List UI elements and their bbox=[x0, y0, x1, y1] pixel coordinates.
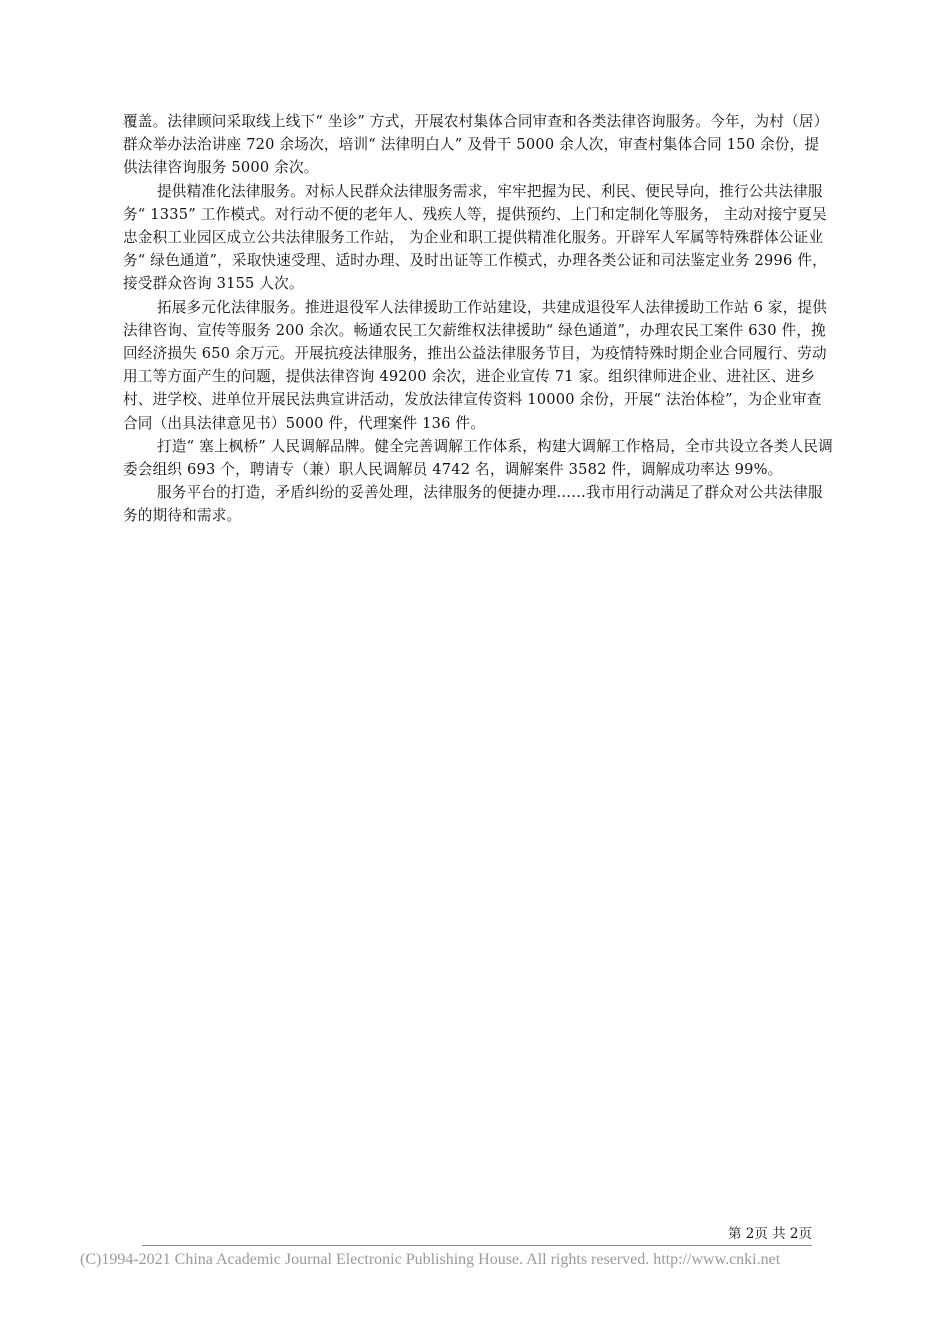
page-number: 第 2页 共 2页 bbox=[727, 1226, 812, 1242]
paragraph-diversified-legal-services: 拓展多元化法律服务。推进退役军人法律援助工作站建设，共建成退役军人法律援助工作站 6 家，提供法律咨询、宣传等服务 200 余次。畅通农民工欠薪维权法律援助“ 绿色通道”，办理农民工案件 630 件，挽回经济损失 650 余万元。开展抗疫法律服务，推出公益法律服务节目，为疫情特殊时期企业合同履行、劳动用工等方面产生的问题，提供法律咨询 49200 余次，进企业宣传 71 家。组织律师进企业、进社区、进乡村、进学校、进单位开展民法典宣讲活动，发放法律宣传资料 10000 余份，开展“ 法治体检”，为企业审查合同（出具法律意见书）5000 件，代理案件 136 件。 bbox=[123, 298, 828, 432]
paragraph-precise-legal-services: 提供精准化法律服务。对标人民群众法律服务需求，牢牢把握为民、利民、便民导向，推行公共法律服务“ 1335” 工作模式。对行动不便的老年人、残疾人等，提供预约、上门和定制化等服务， 主动对接宁夏吴忠金积工业园区成立公共法律服务工作站， 为企业和职工提供精准化服务。开辟军人军属等特殊群体公证业务“ 绿色通道”，采取快速受理、适时办理、及时出证等工作模式，办理各类公证和司法鉴定业务 2996 件，接受群众咨询 3155 人次。 bbox=[123, 182, 827, 293]
copyright-notice: (C)1994-2021 China Academic Journal Electronic Publishing House. All rights reserved. http://www.cnki.net bbox=[80, 1251, 781, 1268]
paragraph-mediation-brand: 打造“ 塞上枫桥” 人民调解品牌。健全完善调解工作体系，构建大调解工作格局，全市共设立各类人民调委会组织 693 个，聘请专（兼）职人民调解员 4742 名，调解案件 3582 件，调解成功率达 99%。 bbox=[123, 437, 833, 479]
paragraph-conclusion: 服务平台的打造，矛盾纠纷的妥善处理，法律服务的便捷办理……我市用行动满足了群众对公共法律服务的期待和需求。 bbox=[123, 484, 823, 525]
footer-divider bbox=[142, 1245, 812, 1246]
paragraph-continuation: 覆盖。法律顾问采取线上线下“ 坐诊” 方式，开展农村集体合同审查和各类法律咨询服务。今年，为村（居）群众举办法治讲座 720 余场次，培训“ 法律明白人” 及骨干 5000 余人次，审查村集体合同 150 余份，提供法律咨询服务 5000 余次。 bbox=[123, 113, 829, 177]
article-body bbox=[123, 110, 833, 528]
